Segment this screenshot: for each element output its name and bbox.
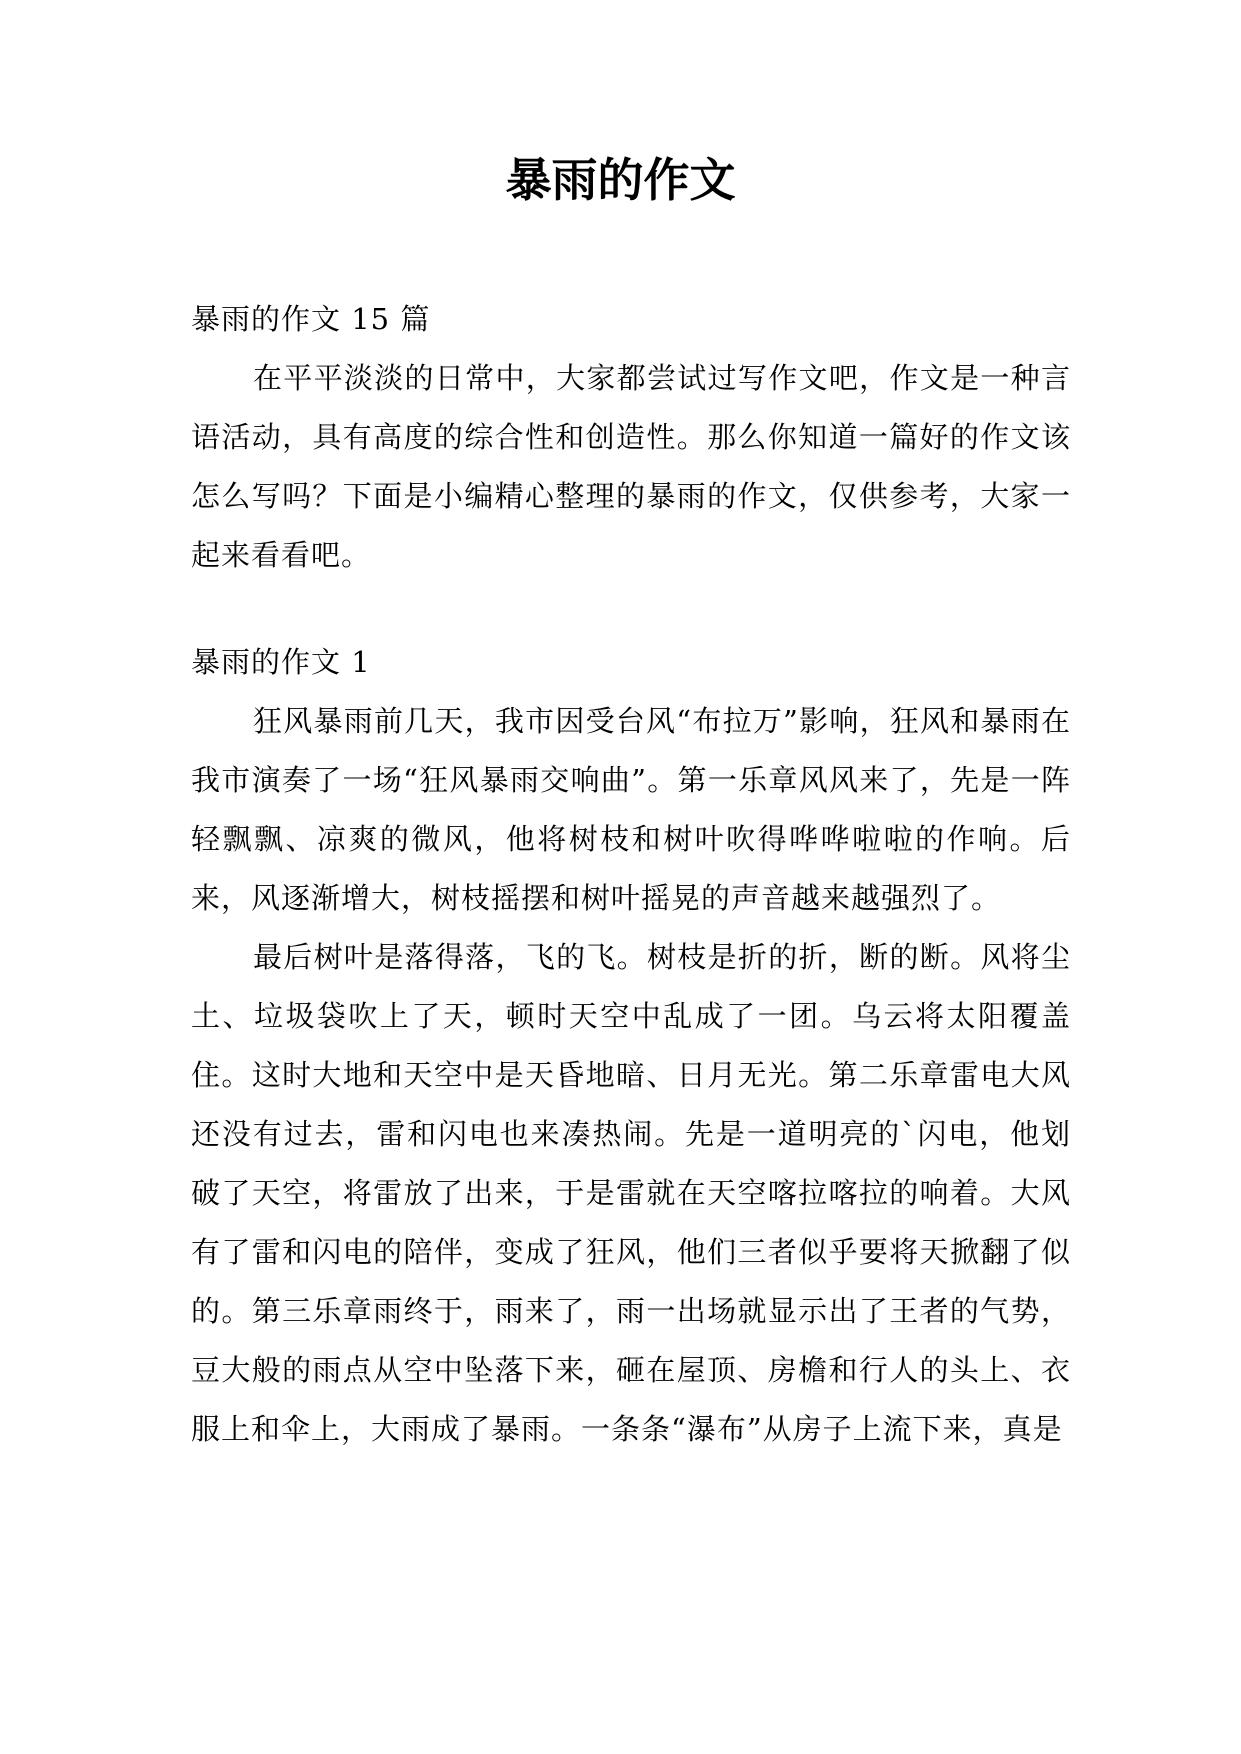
document-title: 暴雨的作文 xyxy=(505,153,736,207)
intro-heading: 暴雨的作文 15 篇 xyxy=(191,302,431,336)
document-body xyxy=(191,290,1071,1459)
essay-1-paragraph-2: 最后树叶是落得落，飞的飞。树枝是折的折，断的断。风将尘土、垃圾袋吹上了天，顿时天空中乱成了一团。乌云将太阳覆盖住。这时大地和天空中是天昏地暗、日月无光。第二乐章雷电大风还没有过去，雷和闪电也来凑热闹。先是一道明亮的`闪电，他划破了天空，将雷放了出来，于是雷就在天空喀拉喀拉的响着。大风有了雷和闪电的陪伴，变成了狂风，他们三者似乎要将天掀翻了似的。第三乐章雨终于，雨来了，雨一出场就显示出了王者的气势，豆大般的雨点从空中坠落下来，砸在屋顶、房檐和行人的头上、衣服上和伞上，大雨成了暴雨。一条条“瀑布”从房子上流下来，真是 xyxy=(191,940,1071,1446)
essay-1-heading: 暴雨的作文 1 xyxy=(191,645,371,679)
essay-1-paragraph-1: 狂风暴雨前几天，我市因受台风“布拉万”影响，狂风和暴雨在我市演奏了一场“狂风暴雨交响曲”。第一乐章风风来了，先是一阵轻飘飘、凉爽的微风，他将树枝和树叶吹得哗哗啦啦的作响。后来，风逐渐增大，树枝摇摆和树叶摇晃的声音越来越强烈了。 xyxy=(191,704,1071,915)
intro-paragraph: 在平平淡淡的日常中，大家都尝试过写作文吧，作文是一种言语活动，具有高度的综合性和创造性。那么你知道一篇好的作文该怎么写吗？下面是小编精心整理的暴雨的作文，仅供参考，大家一起来看看吧。 xyxy=(191,361,1071,572)
section-spacer xyxy=(191,585,1071,633)
